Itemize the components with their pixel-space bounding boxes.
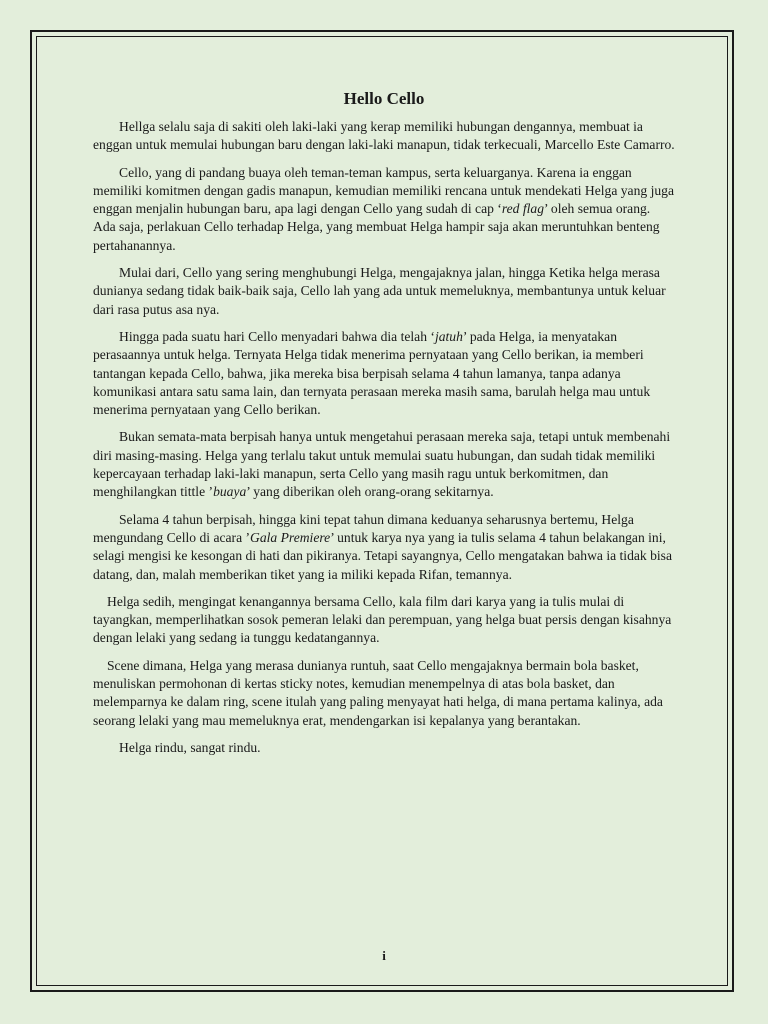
paragraph-4-text-start: Hingga pada suatu hari Cello menyadari bahwa dia telah ‘ [119, 328, 435, 344]
paragraph-5-text-end: ’ yang diberikan oleh orang-orang sekitarnya. [246, 484, 494, 500]
paragraph-5-text-start: Bukan semata-mata berpisah hanya untuk mengetahui perasaan mereka saja, tetapi untuk membenahi diri masing-masing. Helga yang terlalu takut untuk memulai suatu hubungan, dan sudah tidak memiliki kepercayaan terhadap laki-laki manapun, serta Cello yang masih ragu untuk berkomitmen, dan menghilangkan tittle ’ [93, 429, 671, 500]
paragraph-6-text-end: ’ untuk karya nya yang ia tulis selama 4 tahun belakangan ini, selagi mengisi ke kesongan di hati dan pikiranya. Tetapi sayangnya, Cello mengatakan bahwa ia tidak bisa datang, dan, malah memberikan tiket yang ia miliki kepada Rifan, temannya. [93, 529, 673, 582]
paragraph-6-emphasis: Gala Premiere [250, 529, 331, 545]
paragraph-9: Helga rindu, sangat rindu. [119, 739, 261, 755]
paragraph-5-emphasis: buaya [213, 484, 247, 500]
paragraph-2 [93, 164, 675, 255]
paragraph-5 [93, 428, 675, 501]
paragraph-4-emphasis: jatuh [434, 328, 463, 344]
paragraph-3: Mulai dari, Cello yang sering menghubungi Helga, mengajaknya jalan, hingga Ketika helga merasa dunianya sedang tidak baik-baik saja, Cello lah yang ada untuk memeluknya, membantunya untuk keluar dari rasa putus asa nya. [93, 265, 666, 317]
document-body [93, 88, 675, 766]
paragraph-1: Hellga selalu saja di sakiti oleh laki-laki yang kerap memiliki hubungan dengannya, membuat ia enggan untuk memulai hubungan baru dengan laki-laki manapun, tidak terkecuali, Marcello Este Camarro. [93, 119, 675, 153]
paragraph-6-text-start: Selama 4 tahun berpisah, hingga kini tepat tahun dimana keduanya seharusnya bertemu, Helga mengundang Cello di acara ’ [93, 511, 634, 545]
page-number: i [382, 948, 386, 963]
paragraph-2-text-end: ’ oleh semua orang. Ada saja, perlakuan Cello terhadap Helga, yang membuat Helga hampir saja akan meruntuhkan benteng pertahanannya. [93, 201, 660, 253]
paragraph-2-emphasis: red flag [501, 201, 544, 217]
paragraph-2-text-start: Cello, yang di pandang buaya oleh teman-teman kampus, serta keluarganya. Karena ia enggan memiliki komitmen dengan gadis manapun, kemudian memiliki rencana untuk mendekati Helga yang juga enggan menjalin hubungan baru, apa lagi dengan Cello yang sudah di cap ‘ [93, 164, 674, 217]
paragraph-4 [93, 328, 675, 419]
paragraph-8: Scene dimana, Helga yang merasa dunianya runtuh, saat Cello mengajaknya bermain bola basket, menuliskan permohonan di kertas sticky notes, kemudian menempelnya di atas bola basket, dan melemparnya ke dalam ring, scene itulah yang paling menyayat hati helga, di mana pertama kalinya, ada seorang lelaki yang mau memeluknya erat, mendengarkan isi kepalanya yang berantakan. [93, 657, 663, 728]
paragraph-4-text-end: ’ pada Helga, ia menyatakan perasaannya untuk helga. Ternyata Helga tidak menerima pernyataan yang Cello berikan, ia memberi tantangan kepada Cello, bahwa, jika mereka bisa berpisah selama 4 tahun lamanya, tanpa adanya komunikasi antara satu sama lain, dan ternyata perasaan mereka masih sama, barulah helga mau untuk menerima pernyataan yang Cello berikan. [93, 328, 651, 418]
paragraph-7: Helga sedih, mengingat kenangannya bersama Cello, kala film dari karya yang ia tulis mulai di tayangkan, memperlihatkan sosok pemeran lelaki dan perempuan, yang helga buat persis dengan kisahnya dengan lelaki yang sedang ia tunggu kedatangannya. [93, 593, 672, 646]
paragraph-6 [93, 511, 675, 584]
document-title: Hello Cello [343, 89, 425, 108]
